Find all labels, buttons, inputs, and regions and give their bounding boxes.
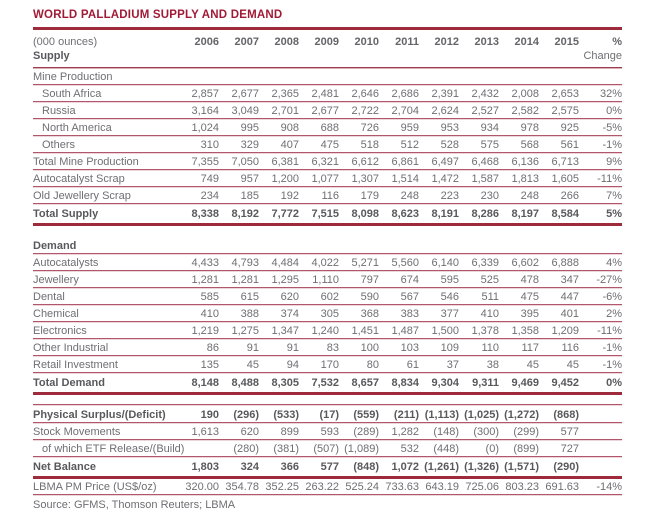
value-cell: 688 (320, 122, 339, 134)
value-cell: 475 (320, 139, 339, 151)
value-cell: (17) (319, 408, 339, 421)
value-cell: 388 (240, 308, 259, 320)
row-label: Other Industrial (33, 342, 109, 354)
value-cell: (211) (393, 408, 419, 421)
value-cell: (1,113) (424, 408, 459, 421)
value-cell: 9,452 (551, 376, 579, 389)
value-cell: 899 (280, 426, 299, 438)
table-row (33, 205, 622, 223)
value-cell: 116 (321, 190, 339, 202)
value-cell: 803.23 (505, 481, 539, 493)
change-cell: 4% (606, 257, 622, 269)
value-cell: 2,677 (311, 105, 339, 117)
value-cell: 620 (240, 426, 259, 438)
row-label: Autocatalysts (33, 257, 99, 269)
table-row (33, 69, 622, 86)
table-row (33, 406, 622, 424)
value-cell: (290) (553, 460, 579, 473)
row-label: Autocatalyst Scrap (33, 173, 125, 185)
value-cell: (381) (273, 443, 299, 455)
header-year: 2009 (314, 36, 339, 48)
row-label: Mine Production (33, 71, 113, 83)
value-cell: 248 (520, 190, 539, 202)
value-cell: 620 (280, 291, 299, 303)
value-cell: 9,304 (431, 376, 459, 389)
value-cell: 179 (360, 190, 379, 202)
source-row (33, 496, 622, 514)
value-cell: 230 (480, 190, 499, 202)
change-cell: -1% (602, 342, 622, 354)
supply-demand-table (33, 30, 622, 496)
change-cell: -14% (596, 481, 622, 493)
table-row (33, 306, 622, 323)
value-cell: 407 (280, 139, 299, 151)
value-cell: (280) (233, 443, 259, 455)
value-cell: 2,646 (351, 88, 379, 100)
value-cell: 395 (520, 308, 539, 320)
value-cell: 749 (200, 173, 219, 185)
value-cell: 1,240 (311, 325, 339, 337)
header-year: 2011 (395, 36, 419, 48)
value-cell: 908 (280, 122, 299, 134)
source-text: Source: GFMS, Thomson Reuters; LBMA (33, 499, 236, 511)
row-label: Total Supply (33, 207, 99, 220)
value-cell: (299) (513, 426, 539, 438)
value-cell: 37 (446, 359, 459, 371)
unit-label: (000 ounces) (33, 36, 98, 48)
value-cell: (296) (233, 408, 259, 421)
table-row (33, 120, 622, 137)
value-cell: 1,282 (391, 426, 419, 438)
value-cell: 109 (440, 342, 459, 354)
value-cell: 6,381 (271, 156, 299, 168)
value-cell: 674 (400, 274, 419, 286)
value-cell: 532 (400, 443, 419, 455)
value-cell: (448) (433, 443, 459, 455)
page-title: WORLD PALLADIUM SUPPLY AND DEMAND (33, 9, 283, 21)
value-cell: 643.19 (425, 481, 459, 493)
value-cell: 797 (360, 274, 379, 286)
table-row (33, 171, 622, 188)
value-cell: 978 (520, 122, 539, 134)
value-cell: 5,271 (351, 257, 379, 269)
value-cell: 1,110 (312, 274, 339, 286)
table-row (33, 357, 622, 374)
value-cell: 546 (440, 291, 459, 303)
value-cell: 91 (246, 342, 259, 354)
value-cell: 1,587 (471, 173, 499, 185)
value-cell: 1,803 (191, 460, 219, 473)
value-cell: 1,209 (551, 325, 579, 337)
value-cell: 117 (521, 342, 539, 354)
value-cell: 410 (480, 308, 499, 320)
change-cell: 0% (606, 376, 622, 389)
change-cell: 9% (606, 156, 622, 168)
value-cell: 116 (561, 342, 579, 354)
row-label: Total Mine Production (33, 156, 139, 168)
value-cell: 4,433 (191, 257, 219, 269)
value-cell: 5,560 (391, 257, 419, 269)
header-year: 2013 (474, 36, 499, 48)
value-cell: 593 (320, 426, 339, 438)
value-cell: 192 (280, 190, 299, 202)
value-cell: 726 (360, 122, 379, 134)
value-cell: 8,148 (191, 376, 219, 389)
section-gap (33, 395, 622, 406)
value-cell: 953 (440, 122, 459, 134)
row-label: Dental (33, 291, 65, 303)
value-cell: 934 (480, 122, 499, 134)
value-cell: 368 (360, 308, 379, 320)
row-label: North America (42, 122, 112, 134)
value-cell: 1,200 (271, 173, 299, 185)
value-cell: 1,307 (351, 173, 379, 185)
value-cell: 401 (560, 308, 579, 320)
value-cell: 377 (440, 308, 459, 320)
table-row (33, 103, 622, 120)
value-cell: 727 (560, 443, 579, 455)
row-label: Electronics (33, 325, 87, 337)
value-cell: 38 (486, 359, 499, 371)
value-cell: 83 (326, 342, 339, 354)
value-cell: 602 (320, 291, 339, 303)
value-cell: 6,339 (471, 257, 499, 269)
value-cell: (868) (553, 408, 579, 421)
value-cell: 1,281 (191, 274, 219, 286)
value-cell: 9,469 (511, 376, 539, 389)
value-cell: 1,219 (191, 325, 219, 337)
value-cell: 305 (320, 308, 339, 320)
value-cell: 263.22 (305, 481, 339, 493)
value-cell: 8,488 (231, 376, 259, 389)
value-cell: (507) (313, 443, 339, 455)
header-year: 2014 (514, 36, 539, 48)
value-cell: 7,772 (271, 207, 299, 220)
table-row (33, 323, 622, 340)
change-label: Change (583, 50, 622, 62)
value-cell: 320.00 (185, 481, 219, 493)
header-change-column (579, 35, 622, 63)
value-cell: (0) (485, 443, 499, 455)
value-cell: 2,365 (271, 88, 299, 100)
value-cell: (848) (353, 460, 379, 473)
value-cell: 91 (286, 342, 299, 354)
value-cell: 61 (406, 359, 419, 371)
value-cell: 447 (560, 291, 579, 303)
value-cell: 310 (200, 139, 219, 151)
value-cell: 103 (400, 342, 419, 354)
value-cell: 615 (240, 291, 259, 303)
change-cell: 32% (599, 88, 622, 100)
value-cell: 733.63 (385, 481, 419, 493)
value-cell: 691.63 (545, 481, 579, 493)
row-label: Old Jewellery Scrap (33, 190, 131, 202)
table-row (33, 441, 622, 458)
value-cell: 575 (480, 139, 499, 151)
header-year: 2007 (234, 36, 259, 48)
value-cell: 6,861 (391, 156, 419, 168)
value-cell: 3,164 (191, 105, 219, 117)
value-cell: 568 (520, 139, 539, 151)
value-cell: 2,481 (311, 88, 339, 100)
value-cell: 86 (206, 342, 219, 354)
value-cell: 577 (560, 426, 579, 438)
value-cell: 7,532 (311, 376, 339, 389)
table-row (33, 255, 622, 272)
value-cell: 354.78 (225, 481, 259, 493)
value-cell: 1,024 (191, 122, 219, 134)
change-cell: 0% (606, 105, 622, 117)
table-header-row (33, 30, 622, 67)
table-row (33, 188, 622, 205)
change-cell: -27% (596, 274, 622, 286)
value-cell: 1,072 (391, 460, 419, 473)
value-cell: 6,468 (471, 156, 499, 168)
value-cell: 8,191 (431, 207, 459, 220)
row-label: Jewellery (33, 274, 79, 286)
value-cell: 8,834 (391, 376, 419, 389)
table-row (33, 479, 622, 496)
table-row (33, 374, 622, 392)
value-cell: 329 (240, 139, 259, 151)
value-cell: 1,358 (511, 325, 539, 337)
table-row (33, 340, 622, 357)
change-cell: -11% (597, 325, 622, 337)
value-cell: 1,295 (271, 274, 299, 286)
change-cell: -1% (602, 359, 622, 371)
value-cell: 352.25 (265, 481, 299, 493)
value-cell: 6,888 (551, 257, 579, 269)
value-cell: 2,527 (471, 105, 499, 117)
value-cell: 8,192 (231, 207, 259, 220)
value-cell: 80 (366, 359, 379, 371)
value-cell: 8,286 (471, 207, 499, 220)
value-cell: 185 (240, 190, 259, 202)
value-cell: 725.06 (465, 481, 499, 493)
value-cell: 234 (200, 190, 219, 202)
value-cell: 2,857 (191, 88, 219, 100)
value-cell: 190 (200, 408, 219, 421)
value-cell: 478 (520, 274, 539, 286)
value-cell: 9,311 (472, 376, 499, 389)
value-cell: 366 (280, 460, 299, 473)
row-label: Chemical (33, 308, 79, 320)
table-row (33, 272, 622, 289)
value-cell: 1,500 (431, 325, 459, 337)
value-cell: 518 (360, 139, 379, 151)
value-cell: 7,515 (311, 207, 339, 220)
value-cell: 135 (200, 359, 219, 371)
row-label: Physical Surplus/(Deficit) (33, 408, 166, 421)
value-cell: 2,686 (391, 88, 419, 100)
value-cell: 959 (400, 122, 419, 134)
value-cell: 2,653 (551, 88, 579, 100)
value-cell: (1,025) (464, 408, 499, 421)
value-cell: 8,584 (551, 207, 579, 220)
value-cell: (289) (353, 426, 379, 438)
value-cell: (1,089) (344, 443, 379, 455)
change-cell: -1% (602, 139, 622, 151)
change-cell: 5% (606, 207, 622, 220)
value-cell: 45 (566, 359, 579, 371)
header-year: 2006 (194, 36, 219, 48)
value-cell: 2,701 (271, 105, 299, 117)
row-label: Russia (42, 105, 76, 117)
section-gap (33, 226, 622, 237)
value-cell: 170 (320, 359, 339, 371)
value-cell: 2,391 (431, 88, 459, 100)
value-cell: 2,008 (511, 88, 539, 100)
value-cell: 1,605 (551, 173, 579, 185)
value-cell: 1,378 (471, 325, 499, 337)
table-row (33, 154, 622, 171)
value-cell: 6,612 (351, 156, 379, 168)
header-year: 2015 (554, 36, 579, 48)
value-cell: 248 (400, 190, 419, 202)
table-row (33, 86, 622, 103)
row-label: Retail Investment (33, 359, 118, 371)
change-cell: -6% (602, 291, 622, 303)
value-cell: 8,338 (191, 207, 219, 220)
value-cell: (559) (353, 408, 379, 421)
value-cell: 1,347 (271, 325, 299, 337)
value-cell: 590 (360, 291, 379, 303)
value-cell: 6,140 (431, 257, 459, 269)
value-cell: 410 (200, 308, 219, 320)
value-cell: 2,704 (391, 105, 419, 117)
value-cell: 1,487 (391, 325, 419, 337)
value-cell: 94 (286, 359, 299, 371)
value-cell: 4,793 (231, 257, 259, 269)
value-cell: 2,677 (231, 88, 259, 100)
value-cell: 585 (200, 291, 219, 303)
value-cell: 1,514 (391, 173, 419, 185)
value-cell: 347 (560, 274, 579, 286)
change-cell: 7% (606, 190, 622, 202)
value-cell: 511 (481, 291, 499, 303)
value-cell: 100 (360, 342, 379, 354)
value-cell: 1,077 (311, 173, 339, 185)
value-cell: 1,813 (511, 173, 539, 185)
row-label: of which ETF Release/(Build) (42, 443, 185, 455)
value-cell: 8,098 (351, 207, 379, 220)
value-cell: 6,321 (311, 156, 339, 168)
percent-symbol: % (612, 36, 622, 48)
value-cell: 223 (440, 190, 459, 202)
value-cell: 45 (246, 359, 259, 371)
value-cell: 2,624 (431, 105, 459, 117)
value-cell: 1,613 (191, 426, 219, 438)
row-label: Stock Movements (33, 426, 121, 438)
value-cell: 7,050 (231, 156, 259, 168)
value-cell: 475 (520, 291, 539, 303)
value-cell: 45 (526, 359, 539, 371)
value-cell: 2,575 (551, 105, 579, 117)
header-year: 2010 (354, 36, 379, 48)
value-cell: 577 (320, 460, 339, 473)
header-unit-and-section (33, 35, 179, 63)
row-label: Others (42, 139, 76, 151)
table-row (33, 137, 622, 154)
value-cell: 8,623 (391, 207, 419, 220)
value-cell: 6,602 (511, 257, 539, 269)
value-cell: 525 (480, 274, 499, 286)
value-cell: 957 (240, 173, 259, 185)
value-cell: 8,197 (511, 207, 539, 220)
value-cell: 324 (240, 460, 259, 473)
value-cell: 528 (440, 139, 459, 151)
value-cell: (1,326) (464, 460, 499, 473)
value-cell: 6,497 (431, 156, 459, 168)
value-cell: 561 (560, 139, 579, 151)
header-year: 2012 (434, 36, 459, 48)
change-cell: 2% (606, 308, 622, 320)
table-row (33, 458, 622, 476)
change-cell: -5% (602, 122, 622, 134)
row-label: LBMA PM Price (US$/oz) (33, 481, 157, 493)
value-cell: 6,713 (551, 156, 579, 168)
value-cell: 7,355 (191, 156, 219, 168)
table-row (33, 424, 622, 441)
value-cell: 4,484 (271, 257, 299, 269)
value-cell: (1,272) (504, 408, 539, 421)
value-cell: (899) (513, 443, 539, 455)
value-cell: 2,432 (471, 88, 499, 100)
value-cell: 567 (400, 291, 419, 303)
table-body (33, 69, 622, 496)
value-cell: 525.24 (345, 481, 379, 493)
section-label-supply: Supply (33, 50, 70, 62)
row-label: Net Balance (33, 460, 96, 473)
value-cell: 2,722 (351, 105, 379, 117)
row-label: South Africa (42, 88, 102, 100)
value-cell: 995 (240, 122, 259, 134)
value-cell: 374 (280, 308, 299, 320)
value-cell: 2,582 (511, 105, 539, 117)
value-cell: 1,472 (431, 173, 459, 185)
value-cell: 1,281 (231, 274, 259, 286)
value-cell: 6,136 (511, 156, 539, 168)
value-cell: 925 (560, 122, 579, 134)
value-cell: 8,305 (271, 376, 299, 389)
header-year: 2008 (274, 36, 299, 48)
value-cell: (300) (473, 426, 499, 438)
value-cell: (148) (433, 426, 459, 438)
value-cell: (1,261) (424, 460, 459, 473)
value-cell: 3,049 (231, 105, 259, 117)
value-cell: 383 (400, 308, 419, 320)
value-cell: 1,275 (231, 325, 259, 337)
value-cell: 266 (560, 190, 579, 202)
row-label: Total Demand (33, 376, 105, 389)
value-cell: 595 (440, 274, 459, 286)
value-cell: (1,571) (504, 460, 539, 473)
value-cell: 8,657 (351, 376, 379, 389)
table-row (33, 289, 622, 306)
section-header-row (33, 237, 622, 255)
row-label: Demand (33, 239, 77, 252)
value-cell: 110 (481, 342, 499, 354)
value-cell: (533) (273, 408, 299, 421)
value-cell: 512 (400, 139, 419, 151)
value-cell: 4,022 (311, 257, 339, 269)
value-cell: 1,451 (351, 325, 379, 337)
change-cell: -11% (597, 173, 622, 185)
